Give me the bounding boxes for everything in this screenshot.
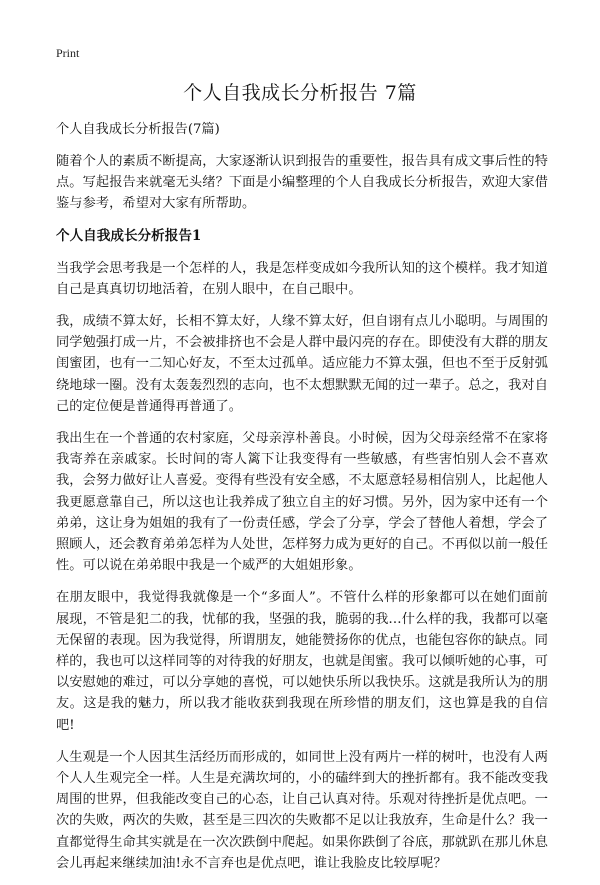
section-heading: 个人自我成长分析报告1 (56, 227, 202, 244)
body-paragraph: 我出生在一个普通的农村家庭，父母亲淳朴善良。小时候，因为父母亲经常不在家将我寄养在亲戚家。长时间的寄人篱下让我变得有一些敏感，有些害怕别人会不喜欢我，会努力做好让人喜爱。变得有些没有安全感，不太愿意轻易相信别人，比起他人我更愿意靠自己，所以这也让我养成了独立自主的好习惯。另外，因为家中还有一个弟弟，这让身为姐姐的我有了一份责任感，学会了分享，学会了替他人着想，学会了照顾人，还会教育弟弟怎样为人处世，怎样努力成为更好的自己。不再似以前一般任性。可以说在弟弟眼中我是一个威严的大姐姐形象。 (56, 431, 548, 574)
body-paragraph: 人生观是一个人因其生活经历而形成的，如同世上没有两片一样的树叶，也没有人两个人人生观完全一样。人生是充满坎坷的，小的磕绊到大的挫折都有。我不能改变我周围的世界，但我能改变自己的心态，让自己认真对待。乐观对待挫折是优点吧。一次的失败，两次的失败，甚至是三四次的失败都不足以让我放弃，生命是什么？我一直都觉得生命其实就是在一次次跌倒中爬起。如果你跌倒了谷底，那就趴在那儿休息会儿再起来继续加油!永不言弃也是优点吧，谁让我脸皮比较厚呢？ (56, 749, 548, 871)
body-paragraph: 我，成绩不算太好，长相不算太好，人缘不算太好，但自诩有点儿小聪明。与周围的同学勉强打成一片，不会被排挤也不会是人群中最闪亮的存在。即使没有大群的朋友闺蜜团，也有一二知心好友，不至太过孤单。适应能力不算太强，但也不至于反射弧绕地球一圈。没有太轰轰烈烈的志向，也不太想默默无闻的过一辈子。总之，我对自己的定位便是普通得再普通了。 (56, 314, 548, 414)
document-body (56, 120, 548, 885)
body-paragraph: 当我学会思考我是一个怎样的人，我是怎样变成如今我所认知的这个模样。我才知道自己是真真切切地活着，在别人眼中，在自己眼中。 (56, 260, 548, 297)
page-title: 个人自我成长分析报告 7篇 (183, 82, 417, 104)
body-paragraph: 在朋友眼中，我觉得我就像是一个“多面人”。不管什么样的形象都可以在她们面前展现，不管是犯二的我，忧郁的我，坚强的我，脆弱的我…什么样的我，我都可以毫无保留的表现。因为我觉得，所谓朋友，她能赞扬你的优点，也能包容你的缺点。同样的，我也可以这样同等的对待我的好朋友，也就是闺蜜。我可以倾听她的心事，可以安慰她的难过，可以分享她的喜悦，可以她快乐所以我快乐。这就是我所认为的朋友。这是我的魅力，所以我才能收获到我现在所珍惜的朋友们，这也算是我的自信吧! (56, 590, 548, 733)
intro-paragraph: 随着个人的素质不断提高，大家逐渐认识到报告的重要性，报告具有成文事后性的特点。写起报告来就毫无头绪？下面是小编整理的个人自我成长分析报告，欢迎大家借鉴与参考，希望对大家有所帮助。 (56, 154, 548, 212)
print-link[interactable]: Print (56, 46, 80, 60)
document-subtitle: 个人自我成长分析报告(7篇) (56, 122, 220, 137)
